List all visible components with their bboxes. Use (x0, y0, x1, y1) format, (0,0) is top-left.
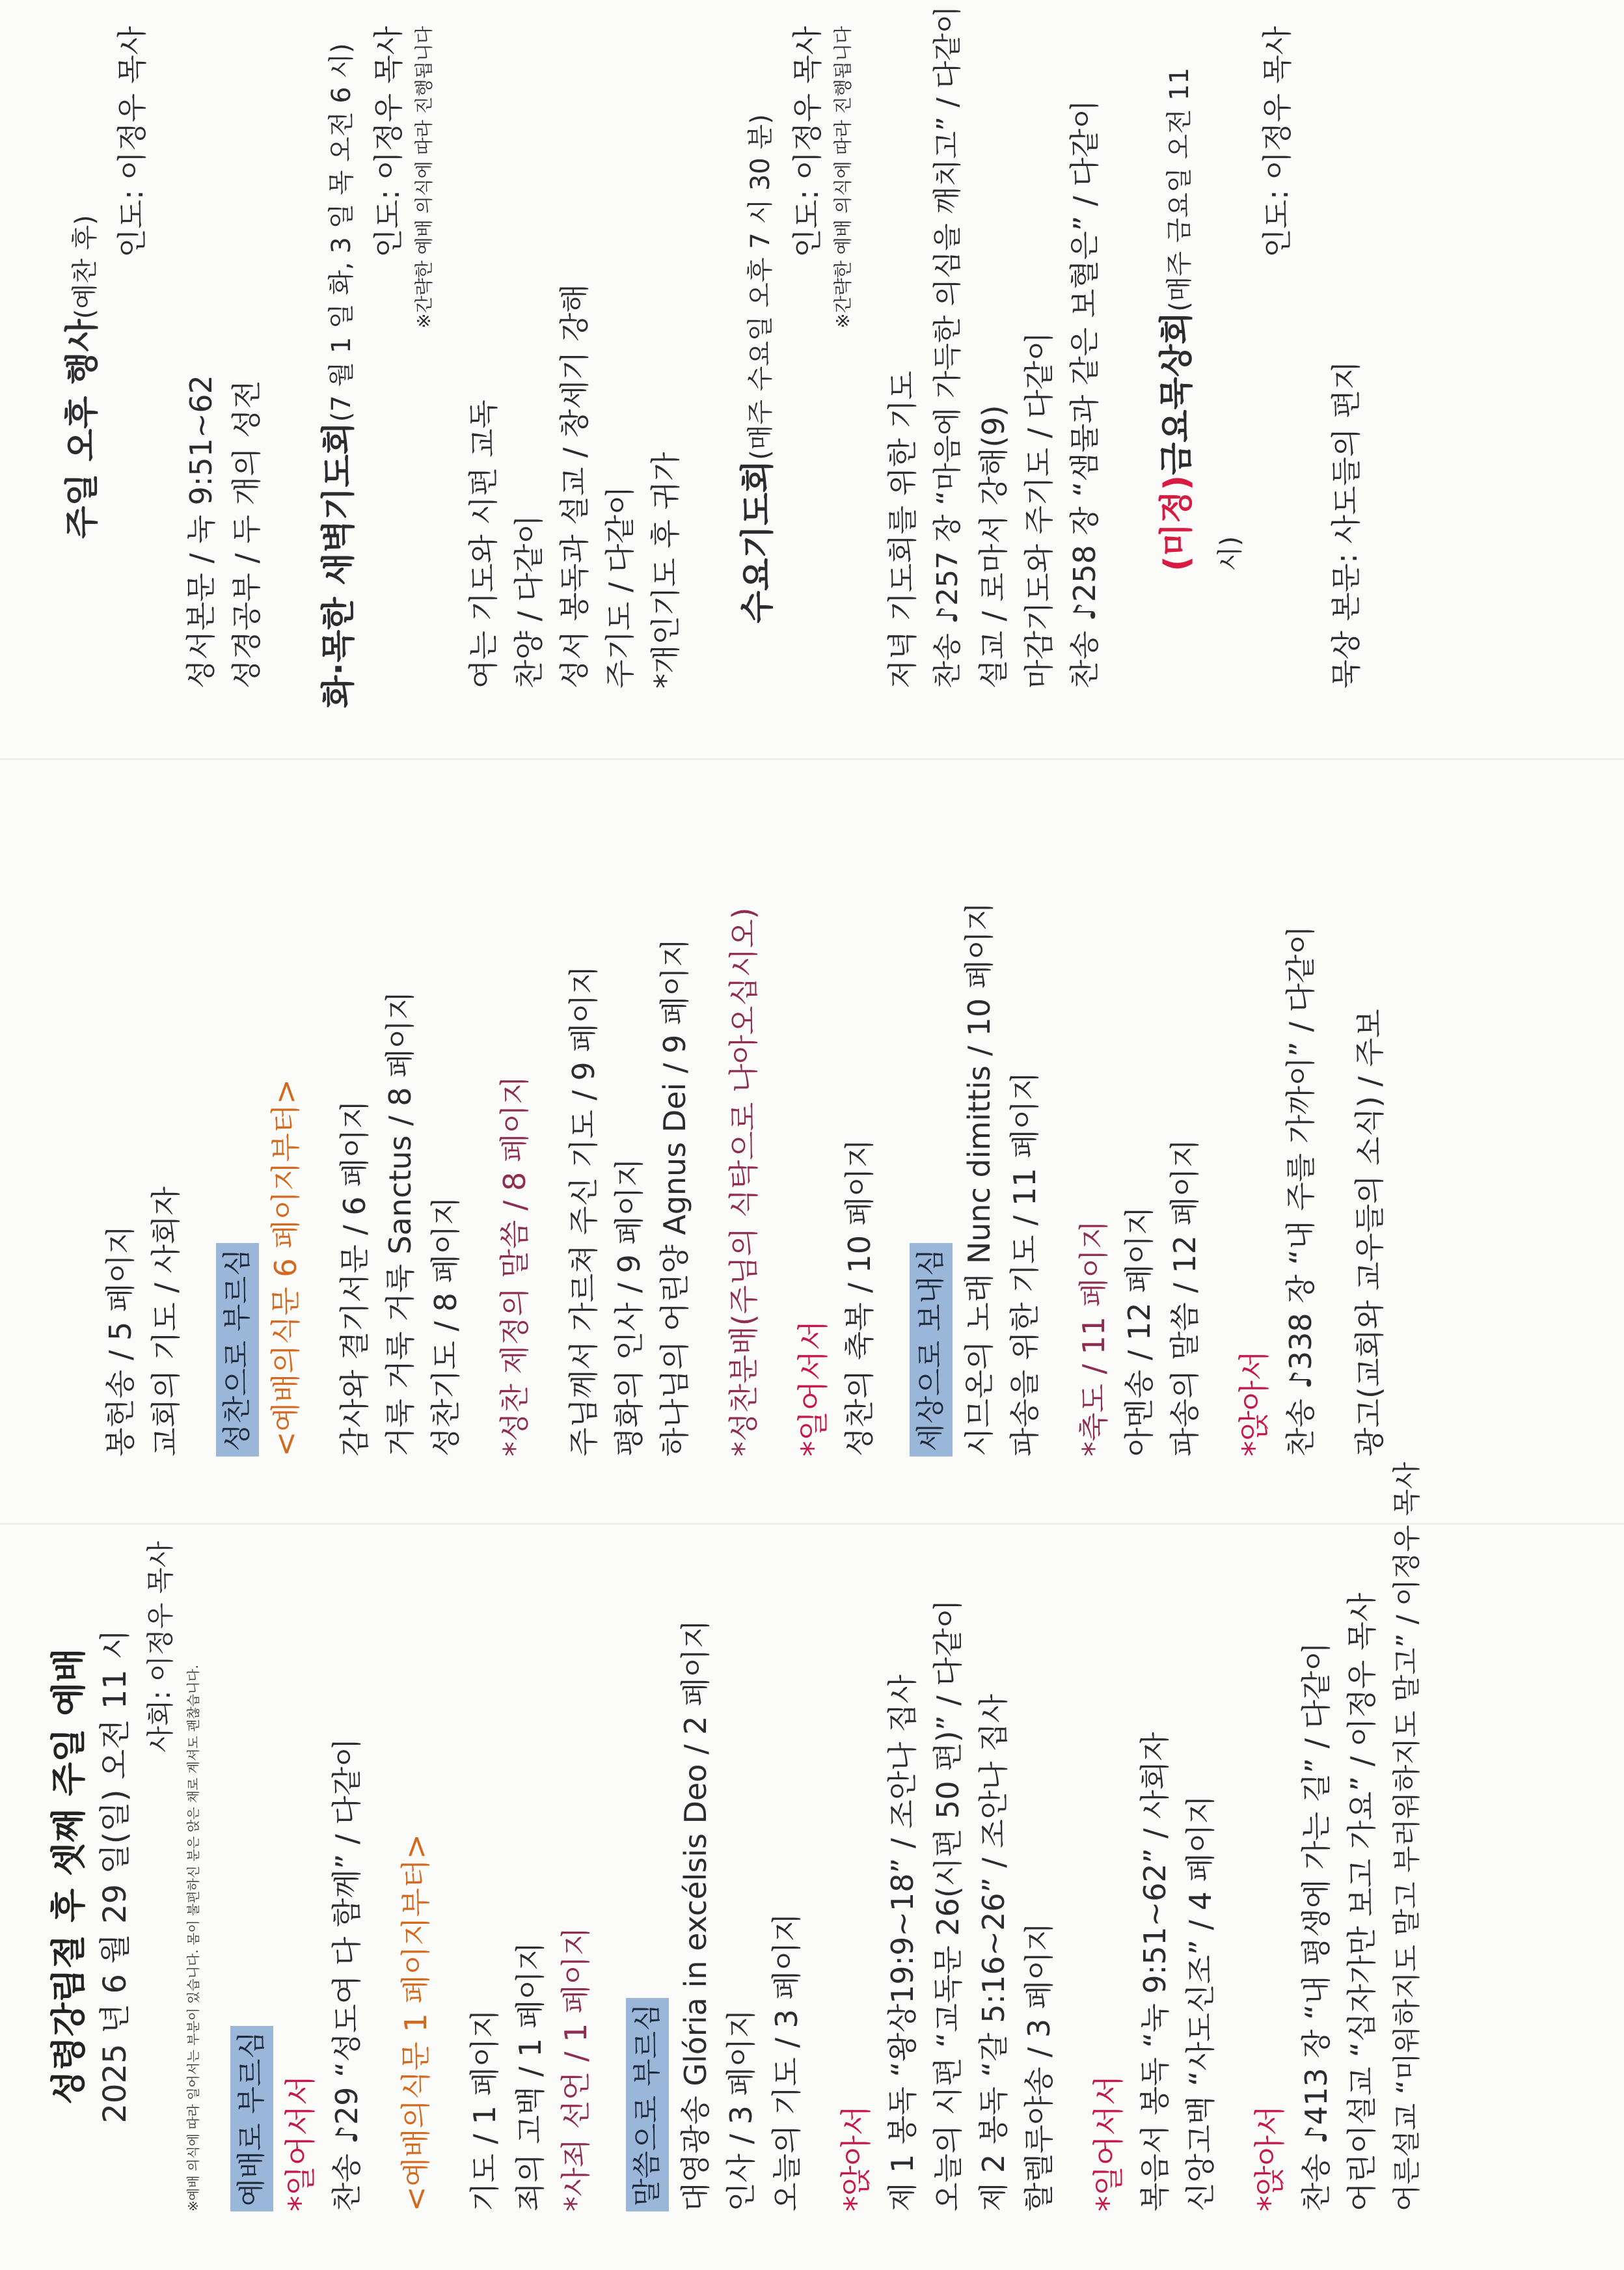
wednesday-item: 저녁 기도회를 위한 기도 (885, 370, 920, 689)
panel-weekly-events (0, 0, 1624, 754)
friday-leader: 인도: 이정우 목사 (1260, 26, 1295, 258)
dawn-leader: 인도: 이정우 목사 (371, 26, 406, 258)
gloria: 대영광송 Glória in excélsis Deo / 2 페이지 (678, 1619, 713, 2211)
dawn-item: 찬양 / 다같이 (511, 515, 547, 689)
section-badge-word: 말씀으로 부르심 (626, 1998, 669, 2211)
sit-cue: *앉아서 (1236, 1350, 1273, 1456)
afternoon-title-text: 주일 오후 행사 (63, 319, 102, 539)
gospel-reading: 복음서 봉독 “눅 9:51~62” / 사회자 (1137, 1732, 1172, 2211)
distribution: *성찬분배(주님의 식탁으로 나아오십시오) (726, 907, 761, 1456)
sit-cue: *앉아서 (838, 2105, 874, 2211)
church-prayer: 교회의 기도 / 사회자 (148, 1186, 183, 1456)
friday-title-prefix: (미정) (1157, 475, 1197, 571)
afternoon-study: 성경공부 / 두 개의 성전 (229, 380, 264, 689)
dawn-title-text: 화·목한 새벽기도회 (319, 422, 359, 708)
stand-cue: *일어서서 (795, 1320, 832, 1456)
liturgy-reference: <예배의식문 6 페이지부터> (268, 1079, 303, 1456)
hymn: 찬송 ♪413 장 “내 평생에 가는 길” / 다같이 (1299, 1642, 1334, 2211)
section-badge-call-to-worship: 예배로 부르심 (230, 2026, 273, 2211)
first-reading: 제 1 봉독 “왕상19:9~18” / 조안나 집사 (885, 1675, 920, 2211)
section-badge-eucharist: 성찬으로 부르심 (216, 1243, 259, 1456)
dawn-item: 성서 봉독과 설교 / 창세기 강해 (557, 284, 592, 689)
wednesday-item: 찬송 ♪257 장 “마음에 가득한 의심을 깨치고” / 다같이 (931, 5, 964, 689)
friday-title-text: 금요묵상회 (1157, 311, 1197, 475)
liturgy-reference: <예배의식문 1 페이지부터> (398, 1834, 433, 2211)
sermon: 어른설교 “미워하지도 말고 부러워하지도 말고” / 이정우 목사 (1391, 1462, 1424, 2211)
friday-title-paren: (매주 금요일 오전 11 시) (1165, 67, 1245, 571)
panel-sunday-worship-1 (0, 1462, 1624, 2270)
lords-prayer: 주님께서 가르쳐 주신 기도 / 9 페이지 (566, 965, 601, 1456)
dawn-title (315, 26, 366, 728)
panel-sunday-worship-2 (0, 773, 1624, 1522)
afternoon-title (59, 26, 109, 728)
opening-hymn: 찬송 ♪29 “성도여 다 함께” / 다같이 (329, 1738, 364, 2211)
agnus-dei: 하나님의 어린양 Agnus Dei / 9 페이지 (657, 938, 692, 1456)
dawn-note: ※간략한 예배 의식에 따라 진행됩니다 (413, 26, 435, 329)
fold-line (0, 758, 1624, 760)
confession: 죄의 고백 / 1 페이지 (513, 1941, 548, 2211)
second-reading: 제 2 봉독 “갈 5:16~26” / 조안나 집사 (976, 1693, 1011, 2211)
wednesday-title-paren: (매주 수요일 오후 7 시 30 분) (746, 114, 776, 460)
wednesday-item: 찬송 ♪258 장 “샘물과 같은 보혈은” / 다같이 (1067, 100, 1102, 689)
wednesday-note: ※간략한 예배 의식에 따라 진행됩니다 (832, 26, 854, 329)
nunc-dimittis: 시므온의 노래 Nunc dimittis / 10 페이지 (962, 901, 997, 1456)
thanksgiving: 감사와 결기서문 / 6 페이지 (337, 1100, 372, 1456)
fold-line (0, 1523, 1624, 1525)
collect: 오늘의 기도 / 3 페이지 (769, 1913, 804, 2211)
dawn-item: 여는 기도와 시편 교독 (466, 400, 501, 689)
psalm: 오늘의 시편 “교독문 26(시편 50 편)” / 다같이 (930, 1599, 966, 2211)
wednesday-title-text: 수요기도회 (738, 459, 778, 623)
alleluia: 할렐루야송 / 3 페이지 (1022, 1922, 1057, 2211)
prayer: 기도 / 1 페이지 (467, 2009, 502, 2211)
friday-title (1153, 26, 1254, 728)
post-communion-blessing: 성찬의 축복 / 10 페이지 (842, 1138, 877, 1456)
dawn-item: 주기도 / 다같이 (602, 485, 638, 689)
section-badge-sending: 세상으로 보내심 (910, 1243, 953, 1456)
sit-cue: *앉아서 (1252, 2105, 1288, 2211)
greeting: 인사 / 3 페이지 (724, 2009, 759, 2211)
peace: 평화의 인사 / 9 페이지 (612, 1158, 647, 1456)
worship-date: 2025 년 6 월 29 일(일) 오전 11 시 (97, 1629, 133, 2124)
stand-cue: *일어서서 (1090, 2075, 1127, 2211)
sending-prayer: 파송을 위한 기도 / 11 페이지 (1007, 1071, 1042, 1456)
amen: 아멘송 / 12 페이지 (1122, 1206, 1157, 1456)
stand-cue: *일어서서 (282, 2075, 319, 2211)
creed: 신앙고백 “사도신조” / 4 페이지 (1183, 1795, 1218, 2211)
announcements: 광고(교회와 교우들의 소식) / 주보 (1352, 1009, 1387, 1456)
words-of-institution: *성찬 제정의 말씀 / 8 페이지 (497, 1075, 532, 1456)
worship-title: 성령강림절 후 셋째 주일 예배 (48, 1648, 89, 2105)
afternoon-text: 성서본문 / 눅 9:51~62 (183, 375, 219, 689)
sanctus: 거룩 거룩 거룩 Sanctus / 8 페이지 (383, 991, 418, 1456)
benediction: *축도 / 11 페이지 (1076, 1220, 1111, 1456)
dawn-item: *개인기도 후 귀가 (648, 452, 683, 689)
children-sermon: 어린이설교 “십자가만 보고 가요” / 이정우 목사 (1344, 1593, 1379, 2211)
closing-hymn: 찬송 ♪338 장 “내 주를 가까이” / 다같이 (1283, 925, 1318, 1456)
dismissal: 파송의 말씀 / 12 페이지 (1167, 1138, 1202, 1456)
wednesday-leader: 인도: 이정우 목사 (790, 26, 825, 258)
dawn-title-paren: (7 월 1 일 화, 3 일 목 오전 6 시) (327, 43, 357, 422)
wednesday-item: 설교 / 로마서 강해(9) (976, 405, 1011, 689)
wednesday-item: 마감기도와 주기도 / 다같이 (1022, 331, 1057, 689)
absolution: *사죄 선언 / 1 페이지 (558, 1926, 593, 2211)
afternoon-leader: 인도: 이정우 목사 (115, 26, 150, 258)
friday-text: 묵상 본문: 사도들의 편지 (1329, 361, 1364, 689)
offering: 봉헌송 / 5 페이지 (103, 1225, 138, 1456)
wednesday-title (734, 26, 785, 728)
presider: 사회: 이정우 목사 (144, 1541, 176, 1753)
worship-note: ※예배 의식에 따라 일어서는 부분이 있습니다. 몸이 불편하신 분은 앉은 채로 계셔도 괜찮습니다. (185, 1665, 201, 2211)
afternoon-title-paren: (예찬 후) (70, 215, 100, 320)
eucharist-prayer: 성찬기도 / 8 페이지 (428, 1196, 463, 1456)
